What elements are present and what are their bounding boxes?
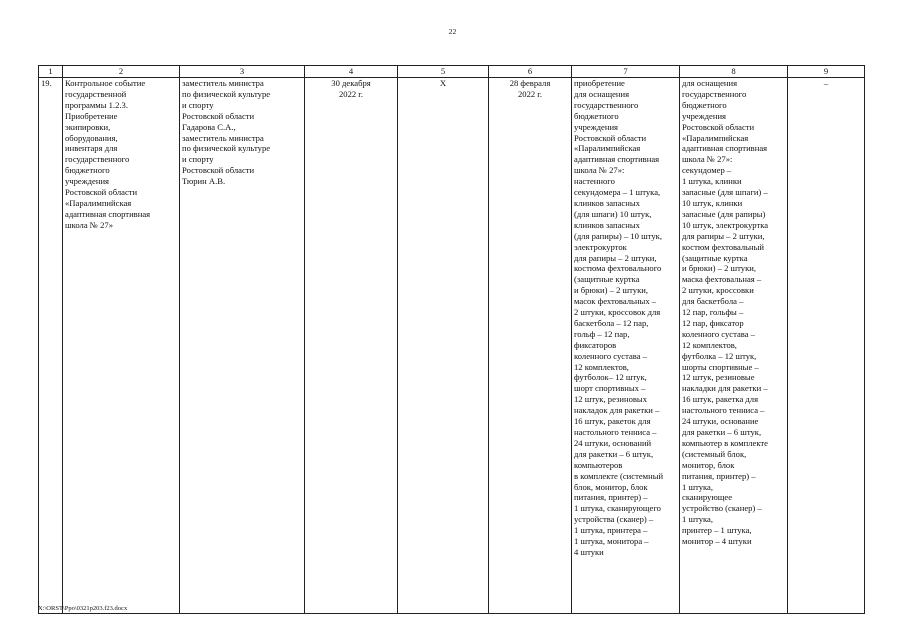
text-line: 12 комплектов, <box>574 361 629 372</box>
text-line: принтер – 1 штука, <box>682 525 752 536</box>
text-line: гольф – 12 пар, <box>574 328 630 339</box>
text-line: заместитель министра <box>182 132 264 143</box>
text-line: клинков запасных <box>574 197 640 208</box>
text-line: монитор, блок <box>682 459 735 470</box>
text-line: экипировки, <box>65 121 111 132</box>
text-line: 4 штуки <box>574 546 604 557</box>
text-line: «Паралимпийская <box>682 132 749 143</box>
text-line: для баскетбола – <box>682 296 744 307</box>
text-line: монитор – 4 штуки <box>682 536 752 547</box>
text-line: 16 штук, ракеток для <box>574 416 651 427</box>
text-line: и спорту <box>182 99 214 110</box>
text-line: костюм фехтовальный <box>682 241 765 252</box>
text-line: 12 штук, резиновые <box>682 372 755 383</box>
column-header-2: 2 <box>63 66 180 78</box>
text-line: 2022 г. <box>338 88 364 99</box>
text-line: 24 штуки, оснований <box>574 437 652 448</box>
actual-date <box>489 78 572 614</box>
column-header-3: 3 <box>180 66 305 78</box>
text-line: футболок– 12 штук, <box>574 372 647 383</box>
text-line: 28 февраля <box>509 78 551 88</box>
column-header-8: 8 <box>680 66 788 78</box>
text-line: накладки для ракетки – <box>682 383 768 394</box>
text-line: школа № 27»: <box>682 154 733 165</box>
text-line: маска фехтовальная – <box>682 274 762 285</box>
text-line: коленного сустава – <box>574 350 647 361</box>
text-line: 1 штука, <box>682 481 714 492</box>
text-line: учреждения <box>682 110 727 121</box>
text-line: Ростовской области <box>182 165 255 176</box>
actual-result <box>680 78 788 614</box>
text-line: накладок для ракетки – <box>574 405 660 416</box>
column-header-4: 4 <box>305 66 398 78</box>
text-line: Контрольное событие <box>65 78 146 88</box>
text-line: шорт спортивных – <box>574 383 646 394</box>
text-line: 2 штуки, кроссовок для <box>574 307 661 318</box>
text-line: (для рапиры) – 10 штук, <box>574 230 662 241</box>
text-line: масок фехтовальных – <box>574 296 657 307</box>
column-header-7: 7 <box>572 66 680 78</box>
header-row <box>39 66 865 78</box>
text-line: электрокурток <box>574 241 627 252</box>
column-header-6: 6 <box>489 66 572 78</box>
text-line: Ростовской области <box>574 132 647 143</box>
text-line: сканирующее <box>682 492 733 503</box>
text-line: шорты спортивные – <box>682 361 759 372</box>
planned-date <box>305 78 398 614</box>
text-line: 12 штук, резиновых <box>574 394 648 405</box>
text-line: (для шпаги) 10 штук, <box>574 208 652 219</box>
text-line: питания, принтер) – <box>682 470 756 481</box>
notes-value: – <box>788 78 865 614</box>
text-line: компьютер в комплекте <box>682 437 768 448</box>
text-line: школа № 27»: <box>574 165 625 176</box>
text-line: 12 комплектов, <box>682 339 737 350</box>
text-line: 1 штука, монитора – <box>574 536 649 547</box>
text-line: 2022 г. <box>517 88 543 99</box>
text-line: для ракетки – 6 штук, <box>682 427 762 437</box>
text-line: компьютеров <box>574 459 623 470</box>
text-line: по физической культуре <box>182 88 271 99</box>
column-header-1: 1 <box>39 66 63 78</box>
text-line: учреждения <box>65 176 110 187</box>
text-line: Ростовской области <box>65 187 138 198</box>
column-5-value: Х <box>398 78 489 614</box>
text-line: 16 штук, ракетка для <box>682 394 759 405</box>
text-line: адаптивная спортивная <box>682 143 768 154</box>
text-line: заместитель министра <box>182 78 264 88</box>
text-line: 12 пар, гольфы – <box>682 307 744 318</box>
text-line: запасные (для рапиры) <box>682 208 766 219</box>
text-line: Ростовской области <box>682 121 755 132</box>
text-line: бюджетного <box>65 165 110 176</box>
text-line: устройства (сканер) – <box>574 514 654 525</box>
text-line: учреждения <box>574 121 619 132</box>
text-line: по физической культуре <box>182 143 271 154</box>
column-header-9: 9 <box>788 66 865 78</box>
text-line: 12 пар, фиксатор <box>682 317 744 328</box>
text-line: (системный блок, <box>682 448 747 459</box>
text-line: 1 штука, клинки <box>682 176 742 187</box>
text-line: футболка – 12 штук, <box>682 350 757 361</box>
text-line: 30 декабря <box>331 78 371 88</box>
text-line: и брюки) – 2 штуки, <box>574 285 648 296</box>
text-line: и брюки) – 2 штуки, <box>682 263 756 274</box>
text-line: настольного тенниса – <box>574 427 657 437</box>
text-line: адаптивная спортивная <box>65 208 151 219</box>
table-row <box>39 78 865 614</box>
text-line: 1 штука, принтера – <box>574 525 648 536</box>
text-line: баскетбола – 12 пар, <box>574 317 649 328</box>
text-line: и спорту <box>182 154 214 165</box>
text-line: настенного <box>574 176 615 187</box>
text-line: секундомер – <box>682 165 732 176</box>
text-line: оборудования, <box>65 132 118 143</box>
text-line: для рапиры – 2 штуки, <box>682 230 765 241</box>
text-line: 2 штуки, кроссовки <box>682 285 754 296</box>
text-line: секундомера – 1 штука, <box>574 187 661 198</box>
text-line: в комплекте (системный <box>574 470 664 481</box>
expected-result <box>572 78 680 614</box>
text-line: Гадарова С.А., <box>182 121 236 132</box>
text-line: 10 штук, клинки <box>682 197 743 208</box>
text-line: для оснащения <box>574 88 630 99</box>
text-line: (защитные куртка <box>682 252 748 263</box>
text-line: программы 1.2.3. <box>65 99 128 110</box>
text-line: устройство (сканер) – <box>682 503 762 514</box>
text-line: костюма фехтовального <box>574 263 662 274</box>
text-line: настольного тенниса – <box>682 405 765 416</box>
text-line: приобретение <box>574 78 625 88</box>
text-line: «Паралимпийская <box>65 197 132 208</box>
text-line: коленного сустава – <box>682 328 755 339</box>
text-line: питания, принтер) – <box>574 492 648 503</box>
text-line: (защитные куртка <box>574 274 640 285</box>
text-line: 10 штук, электрокуртка <box>682 219 769 230</box>
text-line: Ростовской области <box>182 110 255 121</box>
text-line: клинков запасных <box>574 219 640 230</box>
text-line: государственного <box>65 154 130 165</box>
schedule-table <box>38 65 865 614</box>
text-line: 24 штуки, основание <box>682 416 759 427</box>
text-line: инвентаря для <box>65 143 118 154</box>
text-line: бюджетного <box>574 110 619 121</box>
text-line: блок, монитор, блок <box>574 481 648 492</box>
row-number: 19. <box>39 78 63 614</box>
text-line: государственного <box>574 99 639 110</box>
text-line: бюджетного <box>682 99 727 110</box>
page-number: 22 <box>448 27 457 36</box>
responsible-persons <box>180 78 305 614</box>
text-line: для рапиры – 2 штуки, <box>574 252 657 263</box>
event-description <box>63 78 180 614</box>
text-line: 1 штука, сканирующего <box>574 503 661 514</box>
text-line: 1 штука, <box>682 514 714 525</box>
text-line: Приобретение <box>65 110 118 121</box>
text-line: Тюрин А.В. <box>182 176 226 187</box>
text-line: запасные (для шпаги) – <box>682 187 768 198</box>
text-line: фиксаторов <box>574 339 617 350</box>
text-line: для ракетки – 6 штук, <box>574 448 654 459</box>
text-line: государственного <box>682 88 747 99</box>
text-line: «Паралимпийская <box>574 143 641 154</box>
file-path-footer: X:\ORST\Ppo\0321p203.f23.docx <box>38 605 128 612</box>
column-header-5: 5 <box>398 66 489 78</box>
text-line: адаптивная спортивная <box>574 154 660 165</box>
text-line: школа № 27» <box>65 219 114 230</box>
text-line: государственной <box>65 88 127 99</box>
text-line: для оснащения <box>682 78 738 88</box>
